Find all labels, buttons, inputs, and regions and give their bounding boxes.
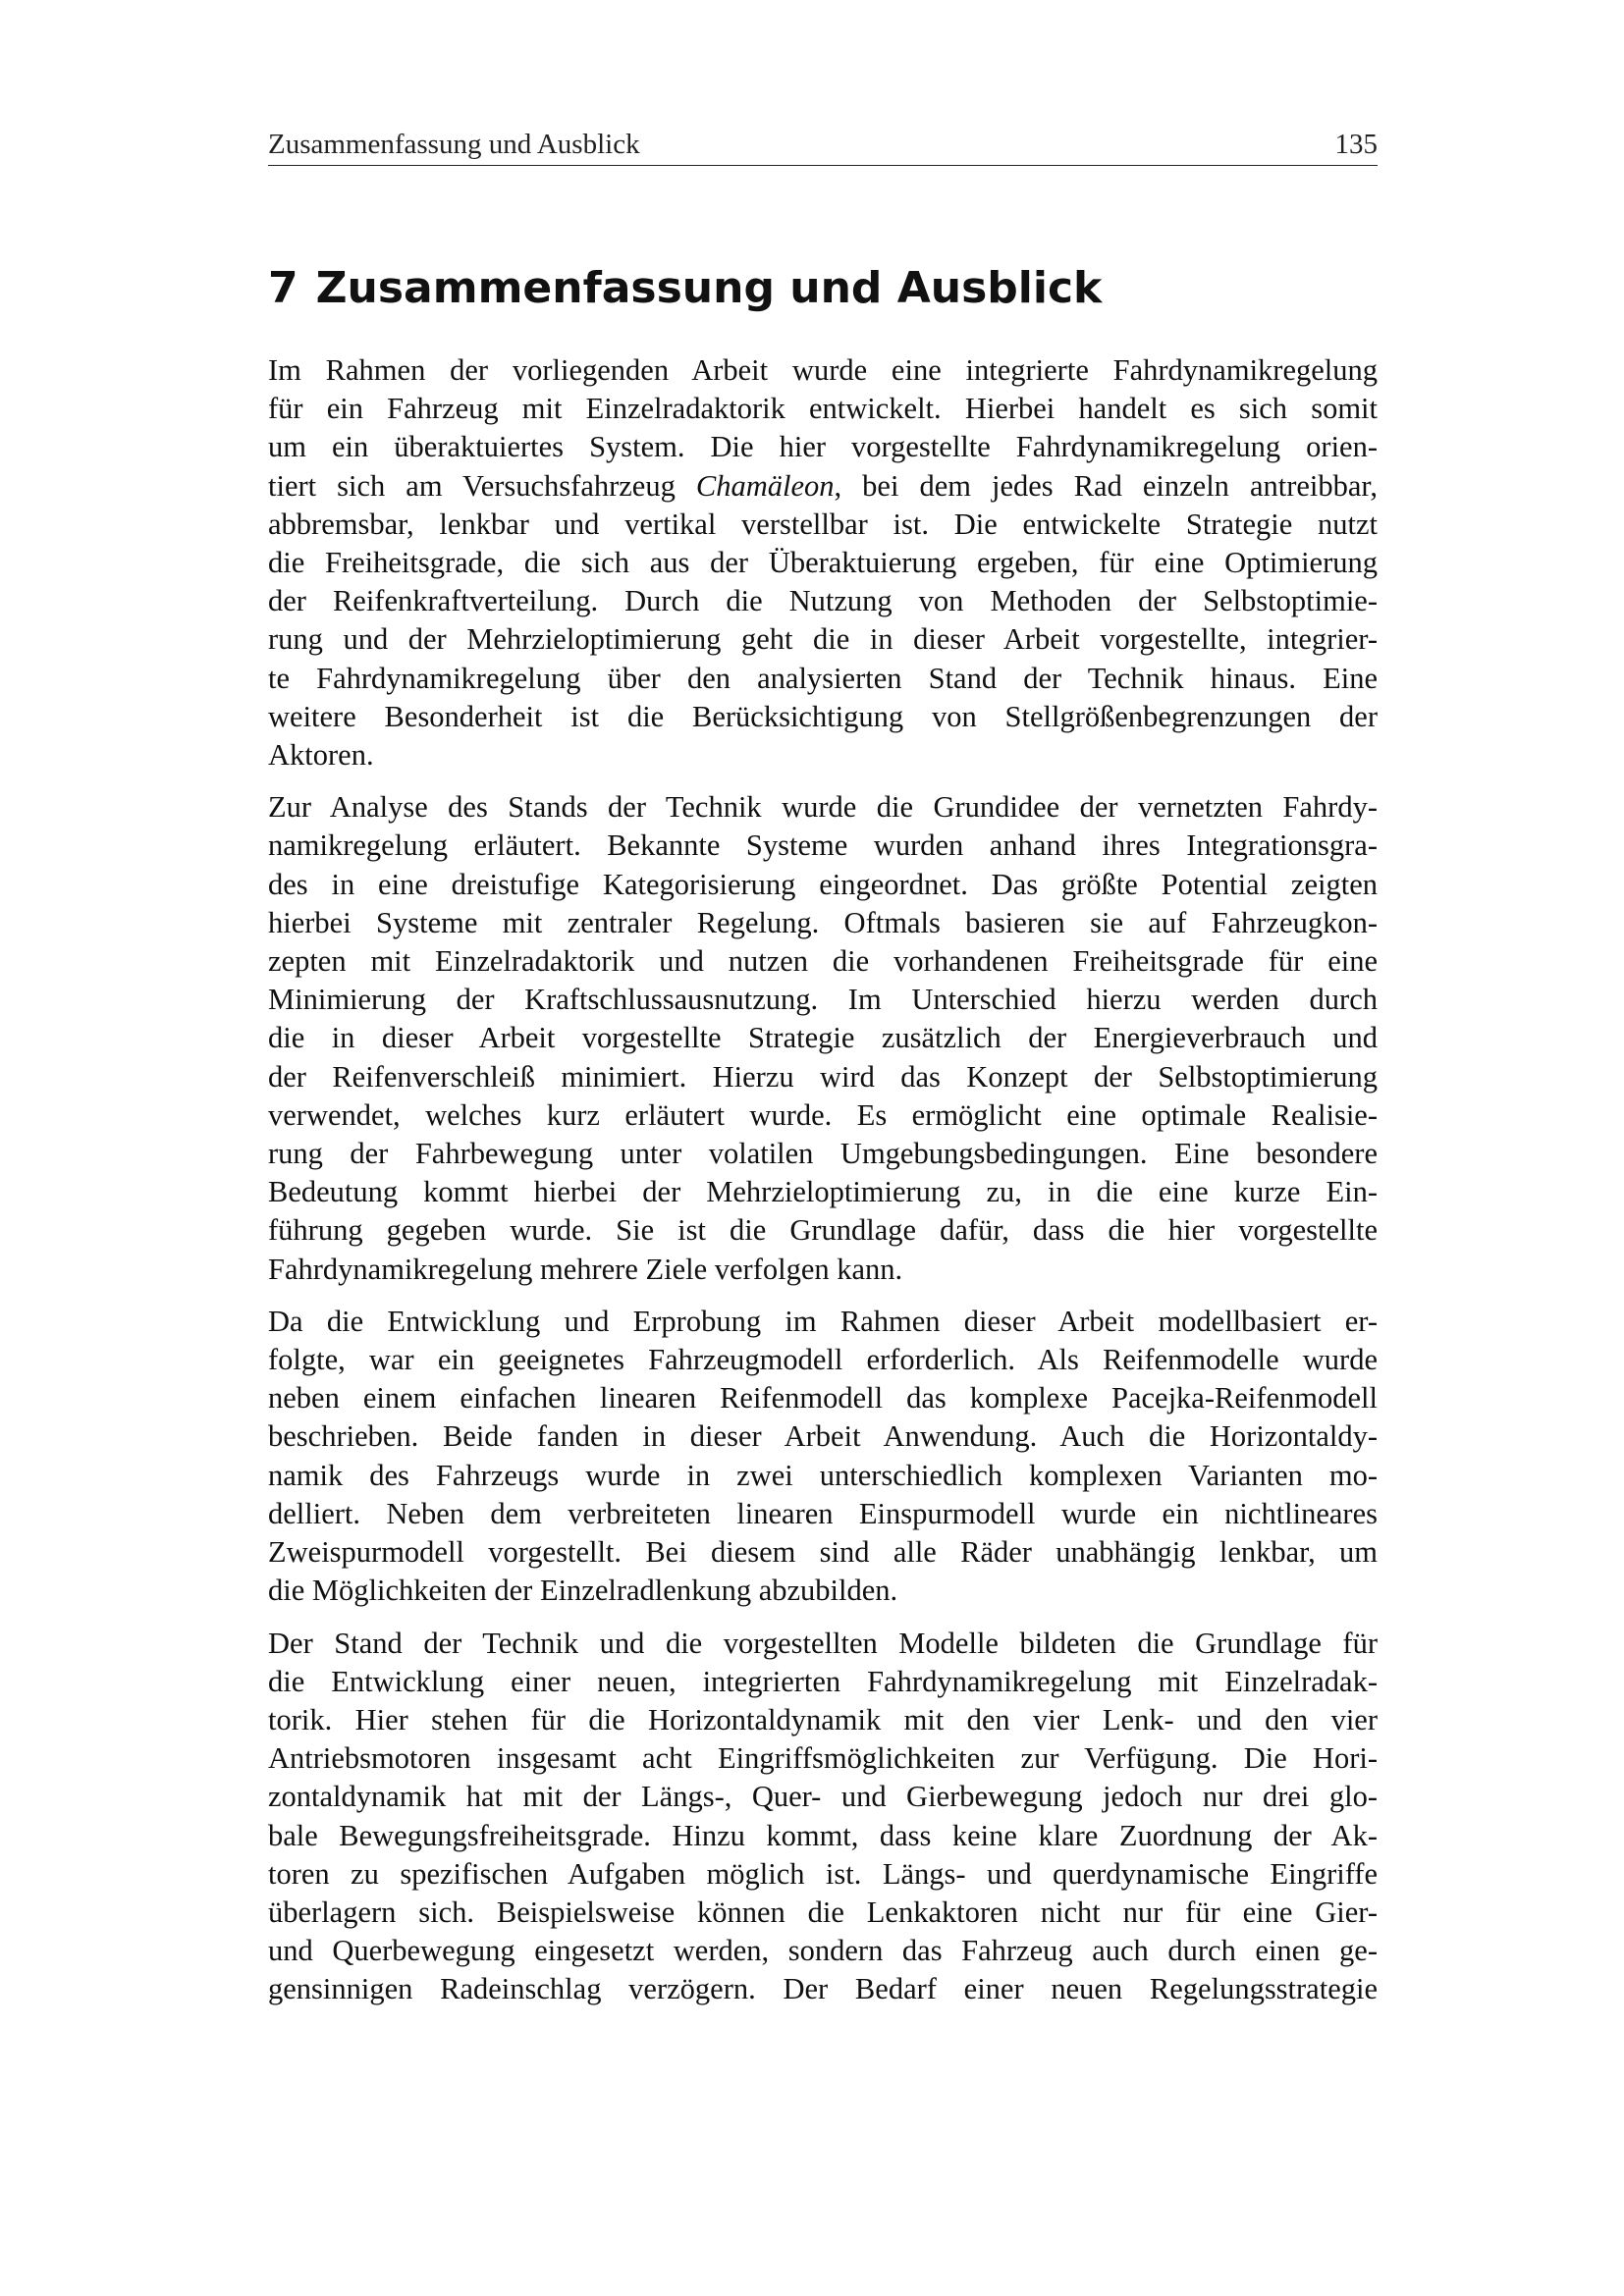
- text-line: Minimierung der Kraftschlussausnutzung. Im Unterschied hierzu werden durch: [268, 983, 1378, 1017]
- body-text: [268, 351, 1378, 2023]
- text-line: führung gegeben wurde. Sie ist die Grundlage dafür, dass die hier vorgestellte: [268, 1213, 1378, 1248]
- running-header: [268, 126, 1378, 166]
- text-line: gensinnigen Radeinschlag verzögern. Der Bedarf einer neuen Regelungsstrategie: [268, 1972, 1378, 2006]
- text-line: beschrieben. Beide fanden in dieser Arbeit Anwendung. Auch die Horizontaldy-: [268, 1419, 1378, 1454]
- running-title: Zusammenfassung und Ausblick: [268, 129, 640, 160]
- text-line: abbremsbar, lenkbar und vertikal verstellbar ist. Die entwickelte Strategie nutzt: [268, 507, 1378, 541]
- text-line: namik des Fahrzeugs wurde in zwei unterschiedlich komplexen Varianten mo-: [268, 1458, 1378, 1492]
- vehicle-name: Chamäleon: [695, 468, 835, 503]
- chapter-heading: [268, 261, 1102, 316]
- text-line: Bedeutung kommt hierbei der Mehrzieloptimierung zu, in die eine kurze Ein-: [268, 1175, 1378, 1209]
- text-line: Fahrdynamikregelung mehrere Ziele verfolgen kann.: [268, 1252, 903, 1286]
- text-line: Der Stand der Technik und die vorgestellten Modelle bildeten die Grundlage für: [268, 1626, 1378, 1660]
- text-line: rung und der Mehrzieloptimierung geht die in dieser Arbeit vorgestellte, integrier-: [268, 622, 1378, 657]
- text-line: verwendet, welches kurz erläutert wurde. Es ermöglicht eine optimale Realisie-: [268, 1097, 1378, 1132]
- text-line: und Querbewegung eingesetzt werden, sondern das Fahrzeug auch durch einen ge-: [268, 1934, 1378, 1968]
- text-line: tiert sich am Versuchsfahrzeug Chamäleon, bei dem jedes Rad einzeln antreibbar,: [268, 468, 1378, 503]
- text-line: rung der Fahrbewegung unter volatilen Umgebungsbedingungen. Eine besondere: [268, 1137, 1378, 1171]
- paragraph: [268, 788, 1378, 1289]
- text-line: Da die Entwicklung und Erprobung im Rahmen dieser Arbeit modellbasiert er-: [268, 1304, 1378, 1338]
- text-line: die in dieser Arbeit vorgestellte Strategie zusätzlich der Energieverbrauch und: [268, 1021, 1378, 1055]
- text-line: der Reifenverschleiß minimiert. Hierzu wird das Konzept der Selbstoptimierung: [268, 1059, 1378, 1094]
- text-line: Antriebsmotoren insgesamt acht Eingriffsmöglichkeiten zur Verfügung. Die Hori-: [268, 1741, 1378, 1776]
- text-line: namikregelung erläutert. Bekannte Systeme wurden anhand ihres Integrationsgra-: [268, 828, 1378, 863]
- text-line: delliert. Neben dem verbreiteten linearen Einspurmodell wurde ein nichtlineares: [268, 1496, 1378, 1530]
- text-line: Im Rahmen der vorliegenden Arbeit wurde eine integrierte Fahrdynamikregelung: [268, 353, 1378, 387]
- chapter-title: Zusammenfassung und Ausblick: [315, 263, 1103, 313]
- text-line: zepten mit Einzelradaktorik und nutzen die vorhandenen Freiheitsgrade für eine: [268, 944, 1378, 979]
- paragraph: [268, 1625, 1378, 2009]
- paragraph: [268, 351, 1378, 774]
- text-line: toren zu spezifischen Aufgaben möglich ist. Längs- und querdynamische Eingriffe: [268, 1856, 1378, 1891]
- text-line: folgte, war ein geeignetes Fahrzeugmodell erforderlich. Als Reifenmodelle wurde: [268, 1343, 1378, 1377]
- text-line: die Freiheitsgrade, die sich aus der Überaktuierung ergeben, für eine Optimierung: [268, 546, 1378, 580]
- text-line: neben einem einfachen linearen Reifenmodell das komplexe Pacejka-Reifenmodell: [268, 1381, 1378, 1415]
- text-line: torik. Hier stehen für die Horizontaldynamik mit den vier Lenk- und den vier: [268, 1702, 1378, 1736]
- text-line: des in eine dreistufige Kategorisierung eingeordnet. Das größte Potential zeigten: [268, 867, 1378, 901]
- text-line: bale Bewegungsfreiheitsgrade. Hinzu kommt, dass keine klare Zuordnung der Ak-: [268, 1818, 1378, 1852]
- text-line: Aktoren.: [268, 738, 374, 773]
- page-number: 135: [1334, 129, 1378, 160]
- text-line: der Reifenkraftverteilung. Durch die Nutzung von Methoden der Selbstoptimie-: [268, 584, 1378, 618]
- text-line: die Entwicklung einer neuen, integrierten Fahrdynamikregelung mit Einzelradak-: [268, 1664, 1378, 1698]
- text-line: Zweispurmodell vorgestellt. Bei diesem sind alle Räder unabhängig lenkbar, um: [268, 1535, 1378, 1570]
- text-line: zontaldynamik hat mit der Längs-, Quer- und Gierbewegung jedoch nur drei glo-: [268, 1780, 1378, 1814]
- text-line: hierbei Systeme mit zentraler Regelung. Oftmals basieren sie auf Fahrzeugkon-: [268, 905, 1378, 939]
- chapter-number: 7: [268, 263, 298, 313]
- text-line: die Möglichkeiten der Einzelradlenkung abzubilden.: [268, 1574, 898, 1608]
- text-line: für ein Fahrzeug mit Einzelradaktorik entwickelt. Hierbei handelt es sich somit: [268, 392, 1378, 426]
- text-line: Zur Analyse des Stands der Technik wurde die Grundidee der vernetzten Fahrdy-: [268, 790, 1378, 825]
- text-line: um ein überaktuiertes System. Die hier vorgestellte Fahrdynamikregelung orien-: [268, 430, 1378, 464]
- paragraph: [268, 1303, 1378, 1611]
- text-line: te Fahrdynamikregelung über den analysierten Stand der Technik hinaus. Eine: [268, 661, 1378, 695]
- text-line: weitere Besonderheit ist die Berücksichtigung von Stellgrößenbegrenzungen der: [268, 699, 1378, 733]
- text-line: überlagern sich. Beispielsweise können die Lenkaktoren nicht nur für eine Gier-: [268, 1895, 1378, 1929]
